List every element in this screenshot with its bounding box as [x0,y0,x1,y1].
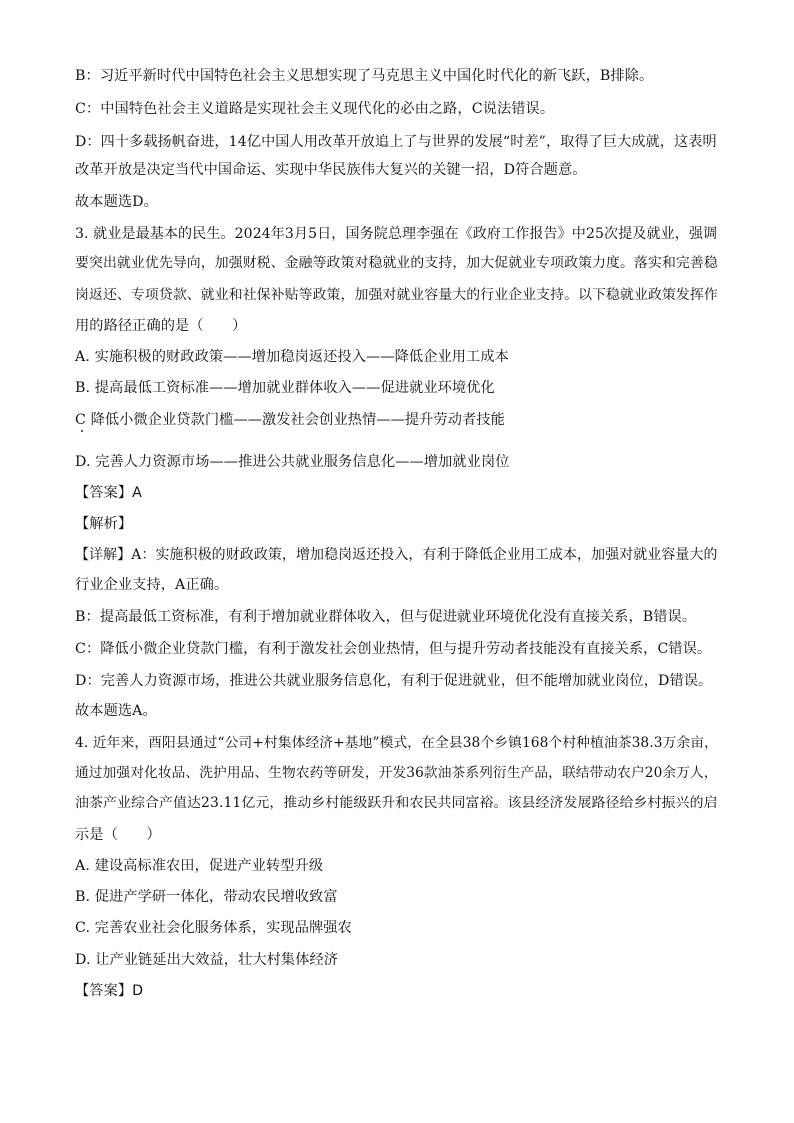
q3-stem-1: 3. 就业是最基本的民生。2024年3月5日，国务院总理李强在《政府工作报告》中25次提及就业，强调 [75,226,718,242]
prev-answer-line-d1: D：四十多载扬帆奋进，14亿中国人用改革开放追上了与世界的发展“时差”，取得了巨大成就，这表明 [75,134,717,150]
q4-answer: 【答案】D [75,983,144,999]
q3-detail-c: C：降低小微企业贷款门槛，有利于激发社会创业热情，但与提升劳动者技能没有直接关系，C错误。 [75,641,712,657]
q3-detail-2: 行业企业支持，A正确。 [75,577,229,593]
prev-answer-line-b: B：习近平新时代中国特色社会主义思想实现了马克思主义中国化时代化的新飞跃，B排除。 [75,68,654,84]
scan-dot [81,430,83,432]
q3-option-d: D. 完善人力资源市场——推进公共就业服务信息化——增加就业岗位 [75,454,510,470]
q3-detail-1: 【详解】A：实施积极的财政政策，增加稳岗返还投入，有利于降低企业用工成本，加强对就业容量大的 [75,547,718,563]
prev-answer-line-c: C：中国特色社会主义道路是实现社会主义现代化的必由之路，C说法错误。 [75,101,555,117]
q3-option-c: C 降低小微企业贷款门槛——激发社会创业热情——提升劳动者技能 [75,412,505,428]
q3-option-b: B. 提高最低工资标准——增加就业群体收入——促进就业环境优化 [75,380,495,396]
q4-stem-3: 油茶产业综合产值达23.11亿元，推动乡村能级跃升和农民共同富裕。该县经济发展路径给乡村振兴的启 [75,795,718,811]
q3-detail-b: B：提高最低工资标准，有利于增加就业群体收入，但与促进就业环境优化没有直接关系，B错误。 [75,609,697,625]
q4-option-b: B. 促进产学研一体化，带动农民增收致富 [75,889,338,905]
q3-detail-d: D：完善人力资源市场，推进公共就业服务信息化，有利于促进就业，但不能增加就业岗位，D错误。 [75,673,713,689]
q3-conclusion: 故本题选A。 [75,703,157,719]
q3-answer: 【答案】A [75,485,142,501]
q3-analysis-label: 【解析】 [75,516,133,532]
q4-option-a: A. 建设高标准农田，促进产业转型升级 [75,858,324,874]
prev-answer-line-d2: 改革开放是决定当代中国命运、实现中华民族伟大复兴的关键一招，D符合题意。 [75,162,587,178]
prev-answer-conclusion: 故本题选D。 [75,194,158,210]
q3-stem-4: 用的路径正确的是（ ） [75,318,247,334]
q3-option-a: A. 实施积极的财政政策——增加稳岗返还投入——降低企业用工成本 [75,349,509,365]
q3-stem-3: 岗返还、专项贷款、就业和社保补贴等政策，加强对就业容量大的行业企业支持。以下稳就业政策发挥作 [75,287,718,303]
q4-stem-4: 示是（ ） [75,827,161,843]
q3-stem-2: 要突出就业优先导向，加强财税、金融等政策对稳就业的支持，加大促就业专项政策力度。落实和完善稳 [75,255,718,271]
q4-stem-1: 4. 近年来，酉阳县通过“公司+村集体经济+基地”模式，在全县38个乡镇168个村种植油茶38.3万余亩， [75,735,718,751]
q4-option-c: C. 完善农业社会化服务体系，实现品牌强农 [75,920,352,936]
q4-stem-2: 通过加强对化妆品、洗护用品、生物农药等研发，开发36款油茶系列衍生产品，联结带动农户20余万人， [75,765,718,781]
q4-option-d: D. 让产业链延出大效益，壮大村集体经济 [75,952,339,968]
